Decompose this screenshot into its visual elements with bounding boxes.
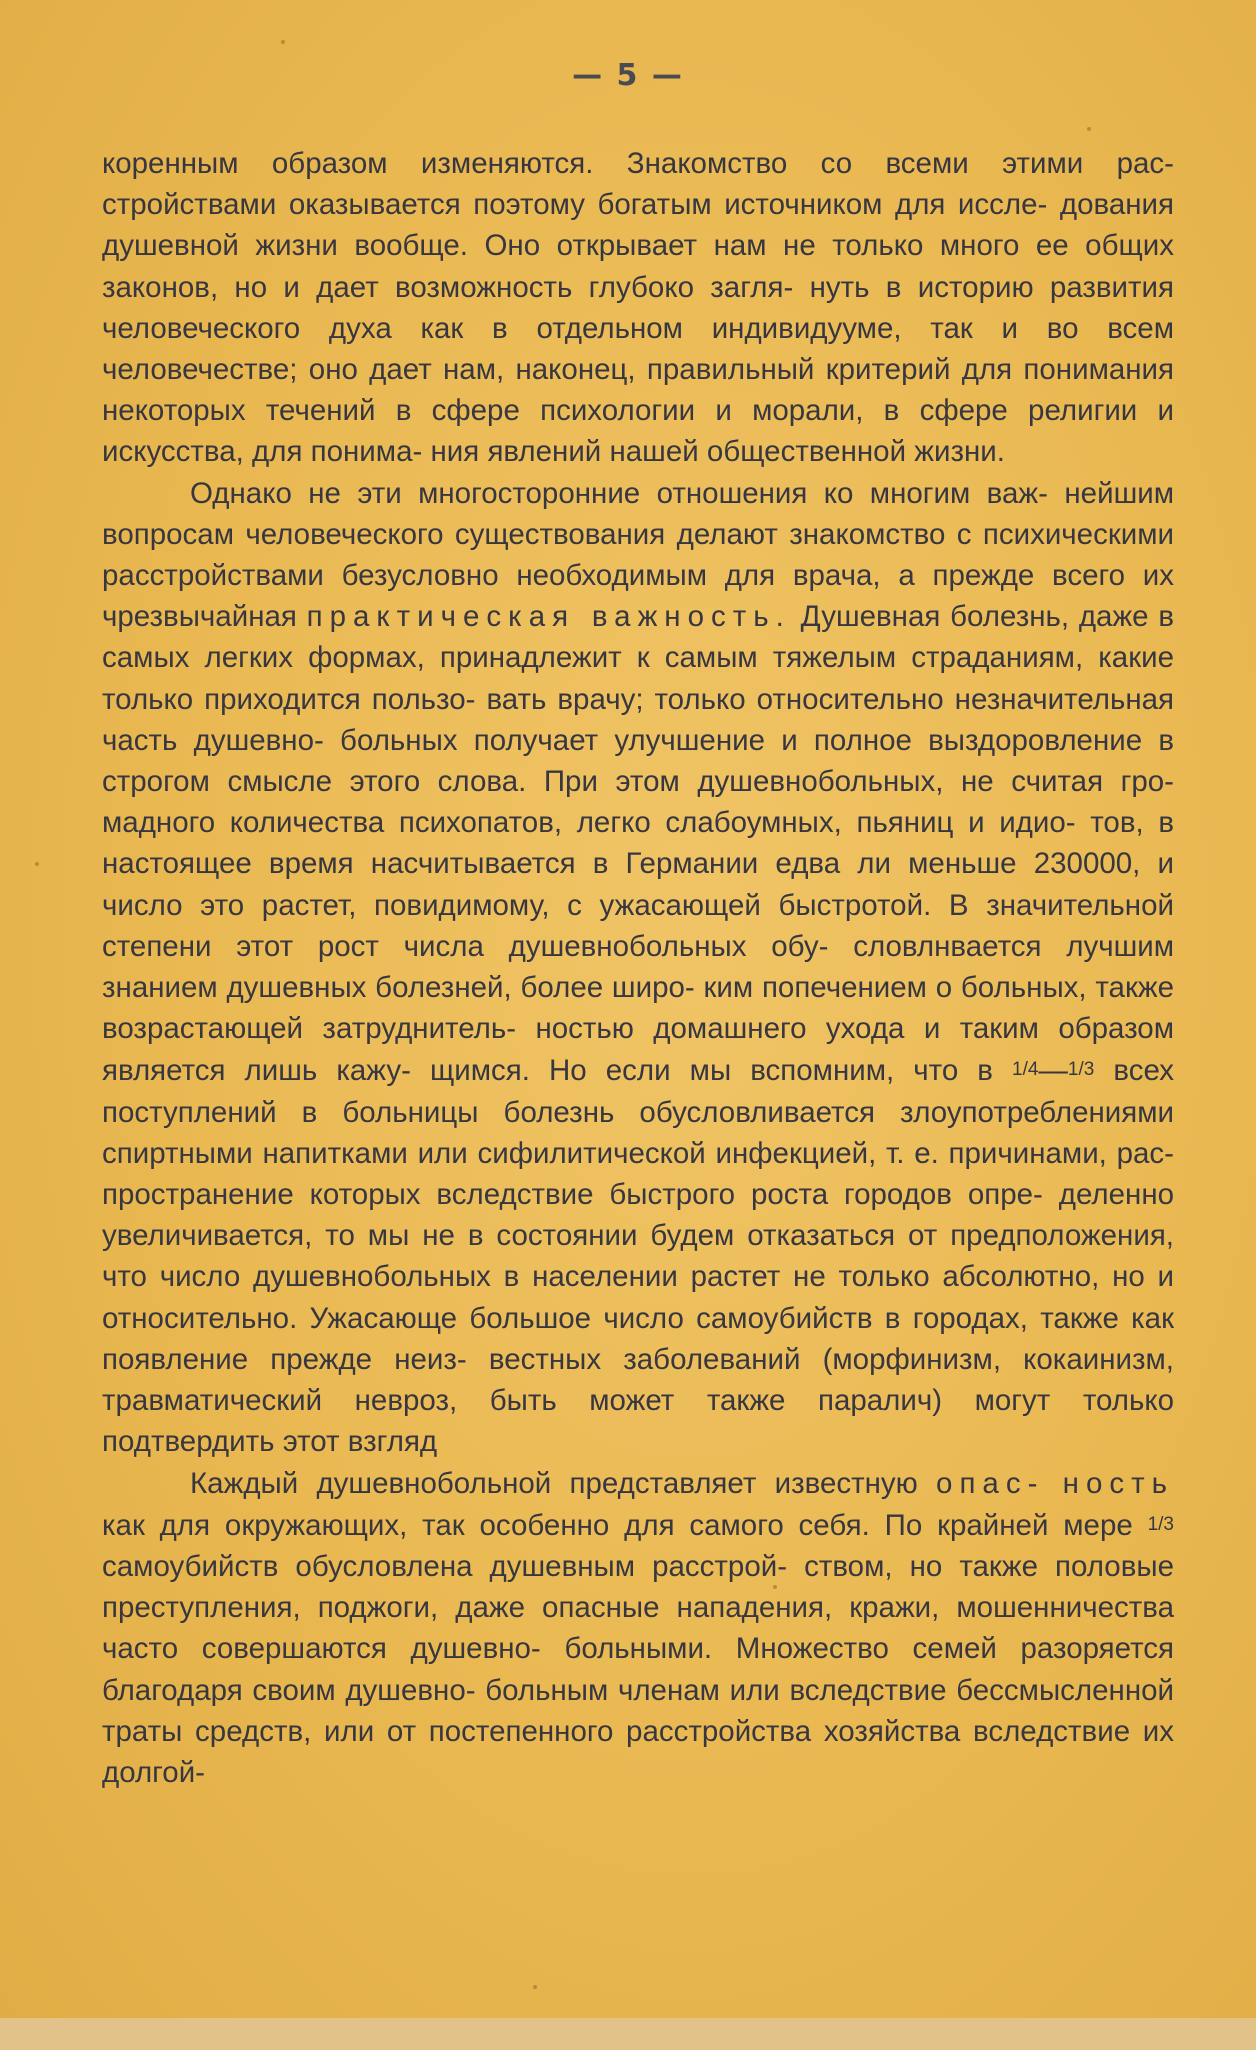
paper-speck	[281, 40, 285, 44]
paragraph-1-line: психологии и морали, в сфере религии и искусства, для понима-	[102, 394, 1174, 469]
paragraph-1-line: правильный критерий для понимания некоторых течений в сфере	[102, 353, 1175, 428]
paragraph-2-line: словлнвается лучшим знанием душевных болезней, более широ-	[102, 929, 1174, 1005]
paragraph-2-line: В значительной степени этот рост числа душевнобольных обу-	[102, 888, 1174, 963]
paragraph-1-line: дования душевной жизни вообще. Оно открывает нам не только	[102, 188, 1175, 263]
paragraph-3-line: крайней мере	[937, 1508, 1148, 1542]
paragraph-1-line: ния явлений нашей общественной жизни.	[430, 435, 1005, 469]
paragraph-2-line: Однако не эти многосторонние отношения ко многим важ-	[190, 476, 1048, 510]
paragraph-3	[102, 1463, 1174, 1794]
paragraph-2-line: тов, в настоящее время насчитывается в Германии едва ли меньше	[102, 806, 1175, 881]
paragraph-3-line: самоубийств обусловлена душевным расстрой-	[102, 1549, 788, 1583]
fraction-dash: —	[1038, 1054, 1068, 1088]
paragraph-2-line: нейшим вопросам человеческого существования делают знакомство	[102, 476, 1174, 551]
paragraph-2	[102, 473, 1174, 1463]
paragraph-2-line: всех поступлений в	[102, 1054, 1174, 1129]
paragraph-3-line: как для окружающих, так особенно для самого себя. По	[102, 1508, 923, 1542]
paragraph-2-line: от предположения, что число душевнобольных в населении растет	[102, 1219, 1174, 1294]
paper-speck	[773, 1585, 777, 1589]
paragraph-2-line: Душевная болезнь, даже в самых легких формах, принадлежит	[102, 600, 1174, 675]
paragraph-1	[102, 143, 1174, 473]
paragraph-3-line: нападения, кражи, мошенничества часто совершаются душевно-	[102, 1591, 1174, 1666]
paper-speck	[1087, 127, 1091, 131]
paragraph-2-line: ким попечением о больных, также возрастающей затруднитель-	[102, 971, 1174, 1046]
paragraph-2-line: а прежде всего их чрезвычайная	[102, 559, 1174, 634]
paragraph-2-line: невроз, быть может также паралич) могут только подтвердить	[102, 1384, 1175, 1459]
paper-speck	[35, 862, 39, 866]
paragraph-1-line: индивидууме, так и во всем человечестве; оно дает нам, наконец,	[102, 311, 1174, 387]
fraction-one-third: 1/3	[1067, 1059, 1095, 1081]
paragraph-2-line: 230000, и число это растет, повидимому, с ужасающей быстротой.	[102, 847, 1174, 922]
paragraph-2-line: напитками или сифилитической инфекцией, т. е. причинами, рас-	[262, 1136, 1174, 1170]
paragraph-2-line: деленно увеличивается, то мы не в состоянии будем отказаться	[102, 1178, 1175, 1253]
paragraph-3-line: ством, но также половые преступления, поджоги, даже опасные	[102, 1549, 1174, 1625]
paragraph-2-line: ностью домашнего ухода и таким образом является лишь кажу-	[102, 1012, 1174, 1088]
paragraph-3-line: Каждый душевнобольной представляет известную	[190, 1466, 937, 1500]
paragraph-3-line: больными. Множество семей разоряется благодаря своим душевно-	[102, 1632, 1174, 1707]
fraction-one-quarter: 1/4	[1012, 1059, 1039, 1081]
paper-speck	[533, 1985, 537, 1989]
paragraph-1-line: коренным образом изменяются. Знакомство со всеми этими рас-	[102, 147, 1174, 180]
paragraph-2-line: мадного количества психопатов, легко слабоумных, пьяниц и идио-	[102, 806, 1076, 840]
paragraph-1-line: много ее общих законов, но и дает возможность глубоко загля-	[102, 229, 1174, 304]
emphasis-danger: опас-	[936, 1466, 1045, 1500]
paragraph-2-line: с психическими расстройствами безусловно необходимым для врача,	[102, 517, 1174, 593]
paragraph-2-line: к самым тяжелым страданиям, какие только приходится пользо-	[102, 641, 1174, 716]
paragraph-3-line: больным членам или вследствие бессмысленной траты средств,	[102, 1673, 1175, 1748]
paragraph-3-line: или от постепенного расстройства хозяйства вследствие их долгой-	[102, 1714, 1174, 1789]
paragraph-2-line: этот взгляд	[282, 1425, 438, 1459]
paragraph-2-line: пространение которых вследствие быстрого роста городов опре-	[102, 1178, 1043, 1212]
paragraph-2-line: больных получает улучшение и полное выздоровление в строгом	[102, 723, 1174, 799]
page-number: — 5 —	[572, 58, 684, 93]
paragraph-2-line: больницы болезнь обусловливается злоупотреблениями спиртными	[102, 1095, 1175, 1170]
paragraph-2-line: вестных заболеваний (морфинизм, кокаинизм, травматический	[102, 1342, 1175, 1418]
text-body	[102, 143, 1174, 1793]
paragraph-2-line: число самоубийств в городах, также как появление прежде неиз-	[102, 1301, 1174, 1376]
paragraph-1-line: нуть в историю развития человеческого духа как в отдельном	[102, 270, 1174, 345]
paragraph-1-line: стройствами оказывается поэтому богатым источником для иссле-	[102, 188, 1048, 222]
fraction-one-third: 1/3	[1147, 1513, 1174, 1535]
paragraph-2-line: не только абсолютно, но и относительно. Ужасающе большое	[102, 1260, 1174, 1335]
paragraph-2-line: вать врачу; только относительно незначительная часть душевно-	[102, 682, 1174, 757]
page-bottom-edge	[0, 2018, 1256, 2050]
paragraph-2-line: щимся. Но если мы вспомним, что в	[430, 1054, 1012, 1088]
emphasis-danger-continued: ность	[1062, 1466, 1174, 1500]
paragraph-2-line: смысле этого слова. При этом душевнобольных, не считая гро-	[227, 765, 1174, 799]
emphasis-practical-importance: практическая важность.	[306, 600, 791, 634]
